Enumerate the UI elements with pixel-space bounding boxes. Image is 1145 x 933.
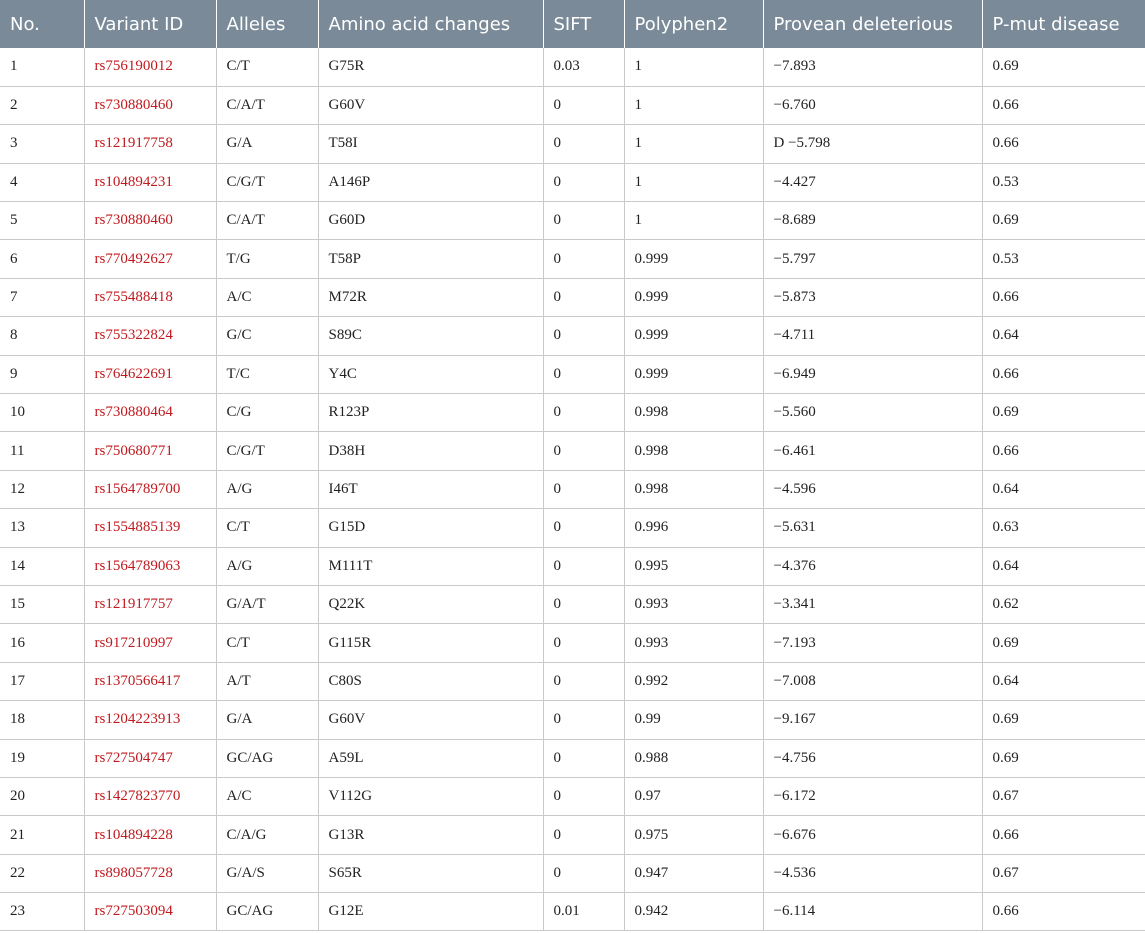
cell-amino-acid-change: A146P: [318, 163, 543, 201]
cell-no: 22: [0, 854, 84, 892]
cell-p-mut: 0.64: [982, 470, 1145, 508]
cell-provean: −4.596: [763, 470, 982, 508]
header-no: No.: [0, 0, 84, 48]
cell-sift: 0: [543, 202, 624, 240]
cell-no: 10: [0, 394, 84, 432]
cell-sift: 0: [543, 125, 624, 163]
cell-sift: 0: [543, 355, 624, 393]
cell-polyphen2: 0.993: [624, 585, 763, 623]
cell-sift: 0: [543, 240, 624, 278]
cell-p-mut: 0.66: [982, 816, 1145, 854]
cell-sift: 0: [543, 777, 624, 815]
cell-polyphen2: 0.999: [624, 317, 763, 355]
cell-alleles: A/G: [216, 547, 318, 585]
table-row: [0, 202, 1145, 240]
cell-variant-id[interactable]: rs1204223913: [84, 701, 216, 739]
cell-variant-id[interactable]: rs104894228: [84, 816, 216, 854]
cell-provean: −5.631: [763, 509, 982, 547]
cell-no: 8: [0, 317, 84, 355]
cell-variant-id[interactable]: rs104894231: [84, 163, 216, 201]
cell-sift: 0: [543, 278, 624, 316]
table-row: [0, 163, 1145, 201]
cell-alleles: A/G: [216, 470, 318, 508]
cell-amino-acid-change: T58I: [318, 125, 543, 163]
cell-no: 14: [0, 547, 84, 585]
cell-no: 3: [0, 125, 84, 163]
cell-amino-acid-change: D38H: [318, 432, 543, 470]
cell-provean: D −5.798: [763, 125, 982, 163]
cell-p-mut: 0.64: [982, 547, 1145, 585]
cell-polyphen2: 0.992: [624, 662, 763, 700]
table-row: [0, 585, 1145, 623]
cell-amino-acid-change: S65R: [318, 854, 543, 892]
cell-provean: −7.008: [763, 662, 982, 700]
cell-polyphen2: 0.998: [624, 432, 763, 470]
cell-provean: −5.873: [763, 278, 982, 316]
cell-provean: −4.756: [763, 739, 982, 777]
table-row: [0, 624, 1145, 662]
cell-no: 4: [0, 163, 84, 201]
cell-amino-acid-change: R123P: [318, 394, 543, 432]
cell-polyphen2: 0.998: [624, 470, 763, 508]
cell-polyphen2: 0.99: [624, 701, 763, 739]
cell-sift: 0: [543, 163, 624, 201]
table-row: [0, 816, 1145, 854]
cell-polyphen2: 0.999: [624, 278, 763, 316]
cell-alleles: T/G: [216, 240, 318, 278]
cell-alleles: C/A/G: [216, 816, 318, 854]
cell-amino-acid-change: G15D: [318, 509, 543, 547]
cell-variant-id[interactable]: rs755488418: [84, 278, 216, 316]
cell-polyphen2: 0.942: [624, 893, 763, 931]
table-row: [0, 662, 1145, 700]
cell-no: 6: [0, 240, 84, 278]
cell-amino-acid-change: G13R: [318, 816, 543, 854]
cell-p-mut: 0.66: [982, 355, 1145, 393]
cell-sift: 0: [543, 816, 624, 854]
cell-variant-id[interactable]: rs121917757: [84, 585, 216, 623]
cell-alleles: A/C: [216, 777, 318, 815]
cell-alleles: A/T: [216, 662, 318, 700]
cell-alleles: G/A: [216, 125, 318, 163]
cell-amino-acid-change: G60D: [318, 202, 543, 240]
cell-amino-acid-change: C80S: [318, 662, 543, 700]
cell-p-mut: 0.66: [982, 125, 1145, 163]
cell-no: 7: [0, 278, 84, 316]
cell-sift: 0: [543, 470, 624, 508]
cell-no: 15: [0, 585, 84, 623]
cell-alleles: C/G: [216, 394, 318, 432]
cell-polyphen2: 1: [624, 86, 763, 124]
cell-variant-id[interactable]: rs1427823770: [84, 777, 216, 815]
table-body: [0, 48, 1145, 931]
cell-polyphen2: 0.996: [624, 509, 763, 547]
cell-amino-acid-change: Y4C: [318, 355, 543, 393]
cell-provean: −4.536: [763, 854, 982, 892]
cell-no: 20: [0, 777, 84, 815]
cell-polyphen2: 0.947: [624, 854, 763, 892]
header-amino-acid-changes: Amino acid changes: [318, 0, 543, 48]
cell-variant-id[interactable]: rs1370566417: [84, 662, 216, 700]
cell-alleles: GC/AG: [216, 739, 318, 777]
cell-alleles: G/A/T: [216, 585, 318, 623]
cell-alleles: C/T: [216, 48, 318, 86]
table-row: [0, 86, 1145, 124]
cell-variant-id[interactable]: rs727504747: [84, 739, 216, 777]
table-row: [0, 547, 1145, 585]
cell-polyphen2: 0.975: [624, 816, 763, 854]
cell-amino-acid-change: I46T: [318, 470, 543, 508]
cell-amino-acid-change: G12E: [318, 893, 543, 931]
cell-p-mut: 0.66: [982, 278, 1145, 316]
header-p-mut-disease: P-mut disease: [982, 0, 1145, 48]
table-row: [0, 278, 1145, 316]
cell-no: 18: [0, 701, 84, 739]
cell-p-mut: 0.66: [982, 893, 1145, 931]
table-row: [0, 701, 1145, 739]
header-alleles: Alleles: [216, 0, 318, 48]
cell-p-mut: 0.69: [982, 701, 1145, 739]
cell-no: 11: [0, 432, 84, 470]
cell-variant-id[interactable]: rs750680771: [84, 432, 216, 470]
cell-polyphen2: 0.97: [624, 777, 763, 815]
cell-sift: 0: [543, 854, 624, 892]
cell-polyphen2: 1: [624, 125, 763, 163]
cell-provean: −5.560: [763, 394, 982, 432]
cell-polyphen2: 1: [624, 48, 763, 86]
cell-variant-id[interactable]: rs121917758: [84, 125, 216, 163]
cell-p-mut: 0.64: [982, 662, 1145, 700]
cell-variant-id[interactable]: rs770492627: [84, 240, 216, 278]
cell-amino-acid-change: G60V: [318, 701, 543, 739]
cell-p-mut: 0.69: [982, 624, 1145, 662]
cell-amino-acid-change: V112G: [318, 777, 543, 815]
cell-amino-acid-change: G60V: [318, 86, 543, 124]
cell-amino-acid-change: M111T: [318, 547, 543, 585]
cell-sift: 0.01: [543, 893, 624, 931]
cell-provean: −4.711: [763, 317, 982, 355]
cell-variant-id[interactable]: rs1564789700: [84, 470, 216, 508]
cell-provean: −6.949: [763, 355, 982, 393]
cell-variant-id[interactable]: rs730880460: [84, 202, 216, 240]
cell-p-mut: 0.69: [982, 48, 1145, 86]
cell-sift: 0: [543, 317, 624, 355]
cell-alleles: C/G/T: [216, 163, 318, 201]
cell-no: 9: [0, 355, 84, 393]
cell-amino-acid-change: A59L: [318, 739, 543, 777]
cell-no: 13: [0, 509, 84, 547]
table-row: [0, 355, 1145, 393]
cell-variant-id[interactable]: rs917210997: [84, 624, 216, 662]
cell-provean: −6.114: [763, 893, 982, 931]
cell-polyphen2: 0.998: [624, 394, 763, 432]
cell-amino-acid-change: G115R: [318, 624, 543, 662]
cell-p-mut: 0.53: [982, 163, 1145, 201]
cell-no: 1: [0, 48, 84, 86]
cell-provean: −4.376: [763, 547, 982, 585]
cell-sift: 0: [543, 86, 624, 124]
cell-no: 16: [0, 624, 84, 662]
cell-amino-acid-change: Q22K: [318, 585, 543, 623]
cell-sift: 0: [543, 585, 624, 623]
cell-alleles: G/C: [216, 317, 318, 355]
cell-sift: 0: [543, 662, 624, 700]
cell-no: 5: [0, 202, 84, 240]
cell-p-mut: 0.53: [982, 240, 1145, 278]
table-row: [0, 394, 1145, 432]
cell-amino-acid-change: T58P: [318, 240, 543, 278]
table-row: [0, 854, 1145, 892]
header-sift: SIFT: [543, 0, 624, 48]
cell-variant-id[interactable]: rs898057728: [84, 854, 216, 892]
cell-p-mut: 0.69: [982, 202, 1145, 240]
table-row: [0, 125, 1145, 163]
cell-p-mut: 0.66: [982, 432, 1145, 470]
cell-p-mut: 0.63: [982, 509, 1145, 547]
cell-provean: −6.172: [763, 777, 982, 815]
cell-alleles: GC/AG: [216, 893, 318, 931]
cell-polyphen2: 0.993: [624, 624, 763, 662]
cell-sift: 0: [543, 547, 624, 585]
cell-no: 2: [0, 86, 84, 124]
cell-provean: −6.676: [763, 816, 982, 854]
cell-alleles: C/T: [216, 624, 318, 662]
cell-variant-id[interactable]: rs756190012: [84, 48, 216, 86]
cell-sift: 0: [543, 739, 624, 777]
cell-variant-id[interactable]: rs730880464: [84, 394, 216, 432]
cell-provean: −8.689: [763, 202, 982, 240]
cell-variant-id[interactable]: rs1564789063: [84, 547, 216, 585]
cell-provean: −7.893: [763, 48, 982, 86]
header-polyphen2: Polyphen2: [624, 0, 763, 48]
cell-variant-id[interactable]: rs764622691: [84, 355, 216, 393]
header-provean-deleterious: Provean deleterious: [763, 0, 982, 48]
cell-amino-acid-change: G75R: [318, 48, 543, 86]
cell-amino-acid-change: S89C: [318, 317, 543, 355]
cell-no: 17: [0, 662, 84, 700]
cell-amino-acid-change: M72R: [318, 278, 543, 316]
table-row: [0, 777, 1145, 815]
table-row: [0, 432, 1145, 470]
table-row: [0, 509, 1145, 547]
cell-variant-id[interactable]: rs730880460: [84, 86, 216, 124]
cell-polyphen2: 0.999: [624, 240, 763, 278]
cell-p-mut: 0.67: [982, 777, 1145, 815]
cell-polyphen2: 1: [624, 163, 763, 201]
cell-no: 19: [0, 739, 84, 777]
table-row: [0, 240, 1145, 278]
cell-alleles: G/A: [216, 701, 318, 739]
cell-p-mut: 0.66: [982, 86, 1145, 124]
cell-no: 23: [0, 893, 84, 931]
cell-polyphen2: 0.995: [624, 547, 763, 585]
cell-alleles: C/T: [216, 509, 318, 547]
header-row: [0, 0, 1145, 48]
cell-alleles: G/A/S: [216, 854, 318, 892]
cell-p-mut: 0.62: [982, 585, 1145, 623]
cell-sift: 0: [543, 394, 624, 432]
cell-alleles: C/A/T: [216, 202, 318, 240]
cell-provean: −6.461: [763, 432, 982, 470]
cell-provean: −5.797: [763, 240, 982, 278]
cell-alleles: C/G/T: [216, 432, 318, 470]
cell-provean: −7.193: [763, 624, 982, 662]
header-variant-id: Variant ID: [84, 0, 216, 48]
cell-provean: −6.760: [763, 86, 982, 124]
cell-alleles: A/C: [216, 278, 318, 316]
cell-provean: −9.167: [763, 701, 982, 739]
table-row: [0, 470, 1145, 508]
cell-sift: 0.03: [543, 48, 624, 86]
cell-p-mut: 0.64: [982, 317, 1145, 355]
cell-polyphen2: 1: [624, 202, 763, 240]
cell-sift: 0: [543, 509, 624, 547]
cell-sift: 0: [543, 624, 624, 662]
cell-sift: 0: [543, 701, 624, 739]
cell-sift: 0: [543, 432, 624, 470]
cell-polyphen2: 0.988: [624, 739, 763, 777]
cell-variant-id[interactable]: rs755322824: [84, 317, 216, 355]
cell-polyphen2: 0.999: [624, 355, 763, 393]
cell-p-mut: 0.69: [982, 739, 1145, 777]
cell-variant-id[interactable]: rs1554885139: [84, 509, 216, 547]
cell-variant-id[interactable]: rs727503094: [84, 893, 216, 931]
table-row: [0, 893, 1145, 931]
cell-no: 12: [0, 470, 84, 508]
cell-provean: −3.341: [763, 585, 982, 623]
table-row: [0, 739, 1145, 777]
table-row: [0, 48, 1145, 86]
cell-alleles: C/A/T: [216, 86, 318, 124]
cell-provean: −4.427: [763, 163, 982, 201]
cell-p-mut: 0.69: [982, 394, 1145, 432]
cell-alleles: T/C: [216, 355, 318, 393]
cell-p-mut: 0.67: [982, 854, 1145, 892]
table-row: [0, 317, 1145, 355]
cell-no: 21: [0, 816, 84, 854]
